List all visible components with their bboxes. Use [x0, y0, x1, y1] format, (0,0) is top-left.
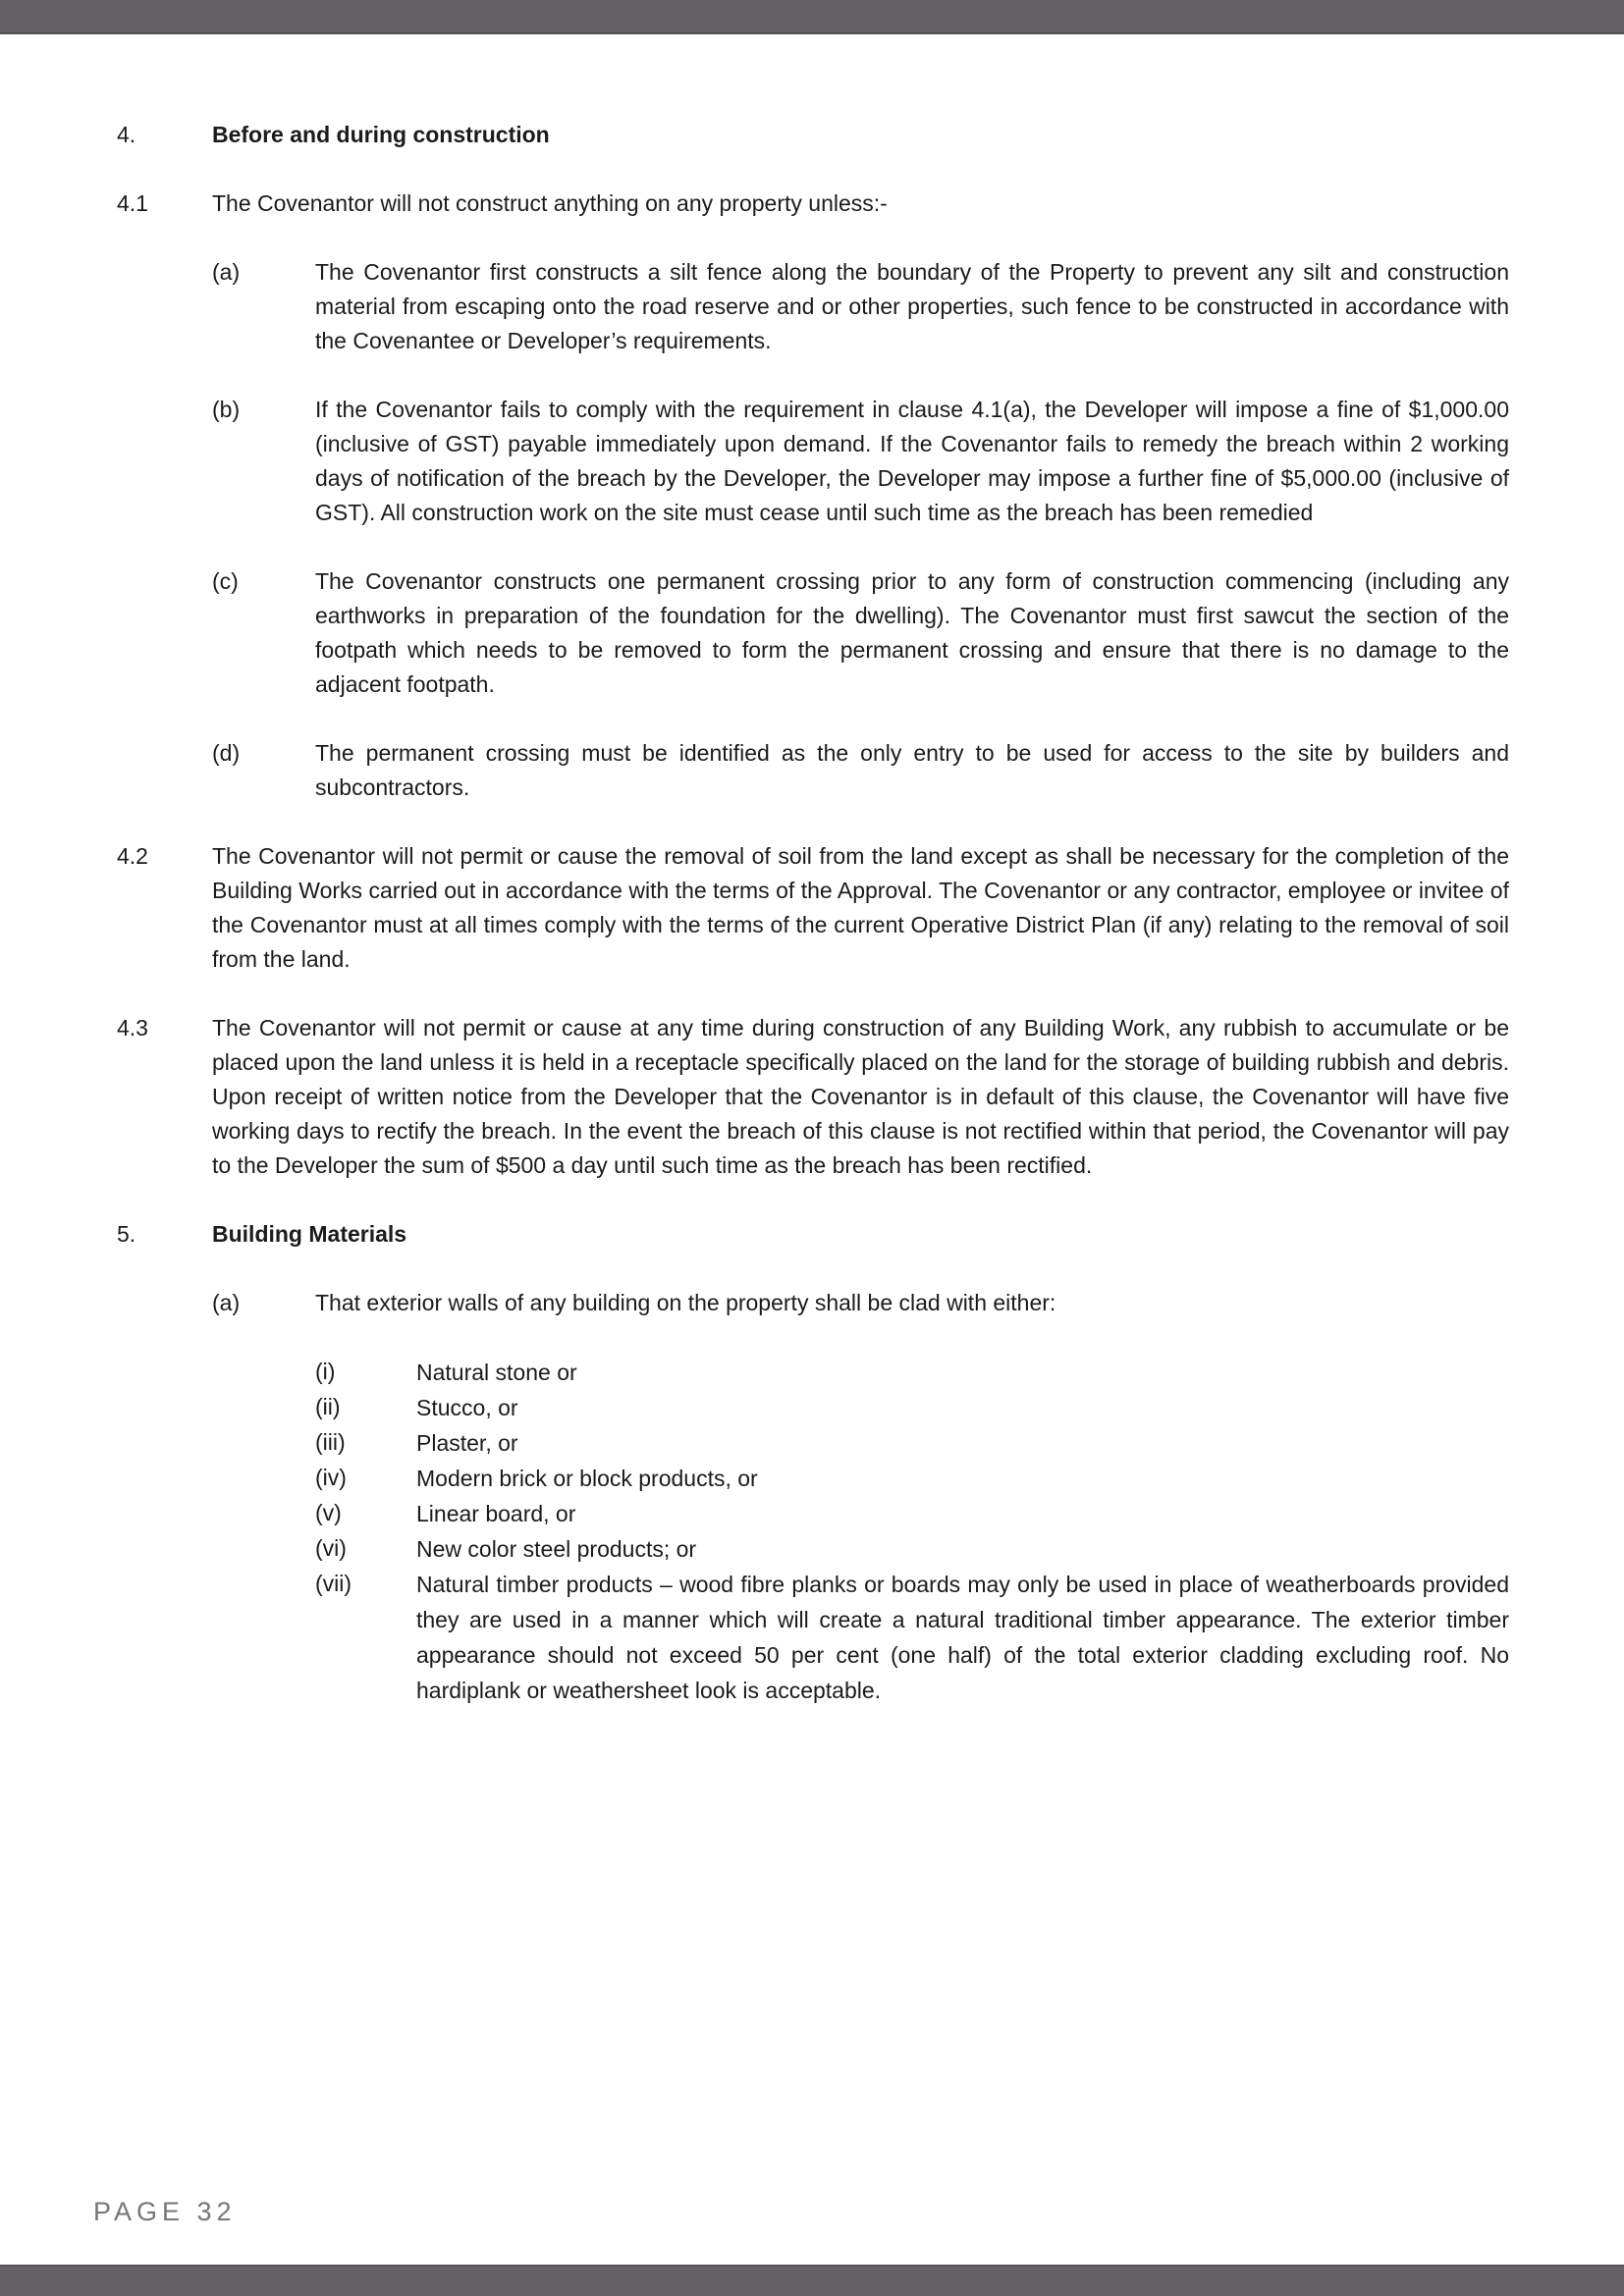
section-5-number: 5.: [117, 1221, 136, 1247]
material-iv-text: Modern brick or block products, or: [416, 1466, 758, 1491]
section-4-number: 4.: [117, 122, 136, 147]
material-i-marker: (i): [315, 1359, 336, 1384]
section-5-title: Building Materials: [212, 1221, 407, 1247]
clause-4-2-number: 4.2: [117, 843, 148, 869]
page-number-label: PAGE 32: [93, 2197, 237, 2226]
clause-5-a-marker: (a): [212, 1290, 241, 1315]
material-item-i: [315, 1355, 1509, 1390]
material-vii-marker: (vii): [315, 1571, 352, 1596]
material-iii-marker: (iii): [315, 1429, 346, 1455]
material-item-v: [315, 1496, 1509, 1531]
clause-4-1-a: [212, 255, 1509, 358]
material-item-ii: [315, 1390, 1509, 1425]
clause-4-1-b-marker: (b): [212, 397, 241, 422]
clause-4-1-a-marker: (a): [212, 259, 241, 285]
material-v-text: Linear board, or: [416, 1501, 576, 1526]
material-item-vii: [315, 1567, 1509, 1708]
clause-4-1-c: [212, 564, 1509, 702]
clause-4-1-c-text: The Covenantor constructs one permanent crossing prior to any form of construction commencing (including any earthworks in preparation of the foundation for the dwelling). The Covenantor must first sawcut the section of the footpath which needs to be removed to form the permanent crossing and ensure that there is no damage to the adjacent footpath.: [315, 568, 1509, 697]
section-4-title: Before and during construction: [212, 122, 550, 147]
material-ii-marker: (ii): [315, 1394, 341, 1419]
material-item-iv: [315, 1461, 1509, 1496]
section-4-heading: [117, 118, 1509, 152]
clause-4-1-d: [212, 736, 1509, 805]
material-item-iii: [315, 1425, 1509, 1461]
clause-5-a: [212, 1286, 1509, 1320]
clause-4-1-d-marker: (d): [212, 740, 241, 766]
material-ii-text: Stucco, or: [416, 1395, 518, 1420]
footer-band: [0, 2265, 1624, 2296]
material-iv-marker: (iv): [315, 1465, 347, 1490]
clause-4-3-text: The Covenantor will not permit or cause at any time during construction of any Building Work, any rubbish to accumulate or be placed upon the land unless it is held in a receptacle specifically placed on the land for the storage of building rubbish and debris. Upon receipt of written notice from the Developer that the Covenantor is in default of this clause, the Covenantor will have five working days to rectify the breach. In the event the breach of this clause is not rectified within that period, the Covenantor will pay to the Developer the sum of $500 a day until such time as the breach has been rectified.: [212, 1015, 1509, 1178]
clause-4-3: [117, 1011, 1509, 1183]
material-vi-text: New color steel products; or: [416, 1536, 697, 1562]
material-vi-marker: (vi): [315, 1535, 347, 1561]
clause-4-1-text: The Covenantor will not construct anything on any property unless:-: [212, 190, 888, 216]
clause-4-1: [117, 187, 1509, 221]
material-iii-text: Plaster, or: [416, 1430, 518, 1456]
clause-4-1-b-text: If the Covenantor fails to comply with the requirement in clause 4.1(a), the Developer will impose a fine of $1,000.00 (inclusive of GST) payable immediately upon demand. If the Covenantor fails to remedy the breach within 2 working days of notification of the breach by the Developer, the Developer may impose a further fine of $5,000.00 (inclusive of GST). All construction work on the site must cease until such time as the breach has been remedied: [315, 397, 1509, 525]
clause-4-1-d-text: The permanent crossing must be identified as the only entry to be used for access to the site by builders and subcontractors.: [315, 740, 1509, 800]
document-body: [0, 34, 1624, 1708]
clause-4-1-b: [212, 393, 1509, 530]
clause-4-2: [117, 839, 1509, 977]
clause-4-1-a-text: The Covenantor first constructs a silt fence along the boundary of the Property to prevent any silt and construction material from escaping onto the road reserve and or other properties, such fence to be constructed in accordance with the Covenantee or Developer’s requirements.: [315, 259, 1509, 353]
material-item-vi: [315, 1531, 1509, 1567]
section-5-heading: [117, 1217, 1509, 1252]
clause-4-3-number: 4.3: [117, 1015, 148, 1041]
clause-5-a-text: That exterior walls of any building on the property shall be clad with either:: [315, 1290, 1056, 1315]
material-v-marker: (v): [315, 1500, 342, 1525]
material-vii-text: Natural timber products – wood fibre planks or boards may only be used in place of weatherboards provided they are used in a manner which will create a natural traditional timber appearance. The exterior timber appearance should not exceed 50 per cent (one half) of the total exterior cladding excluding roof. No hardiplank or weathersheet look is acceptable.: [416, 1572, 1509, 1703]
clause-4-1-c-marker: (c): [212, 568, 239, 594]
material-i-text: Natural stone or: [416, 1360, 577, 1385]
clause-4-2-text: The Covenantor will not permit or cause the removal of soil from the land except as shall be necessary for the completion of the Building Works carried out in accordance with the terms of the Approval. The Covenantor or any contractor, employee or invitee of the Covenantor must at all times comply with the terms of the current Operative District Plan (if any) relating to the removal of soil from the land.: [212, 843, 1509, 972]
clause-4-1-number: 4.1: [117, 190, 148, 216]
header-band: [0, 0, 1624, 34]
